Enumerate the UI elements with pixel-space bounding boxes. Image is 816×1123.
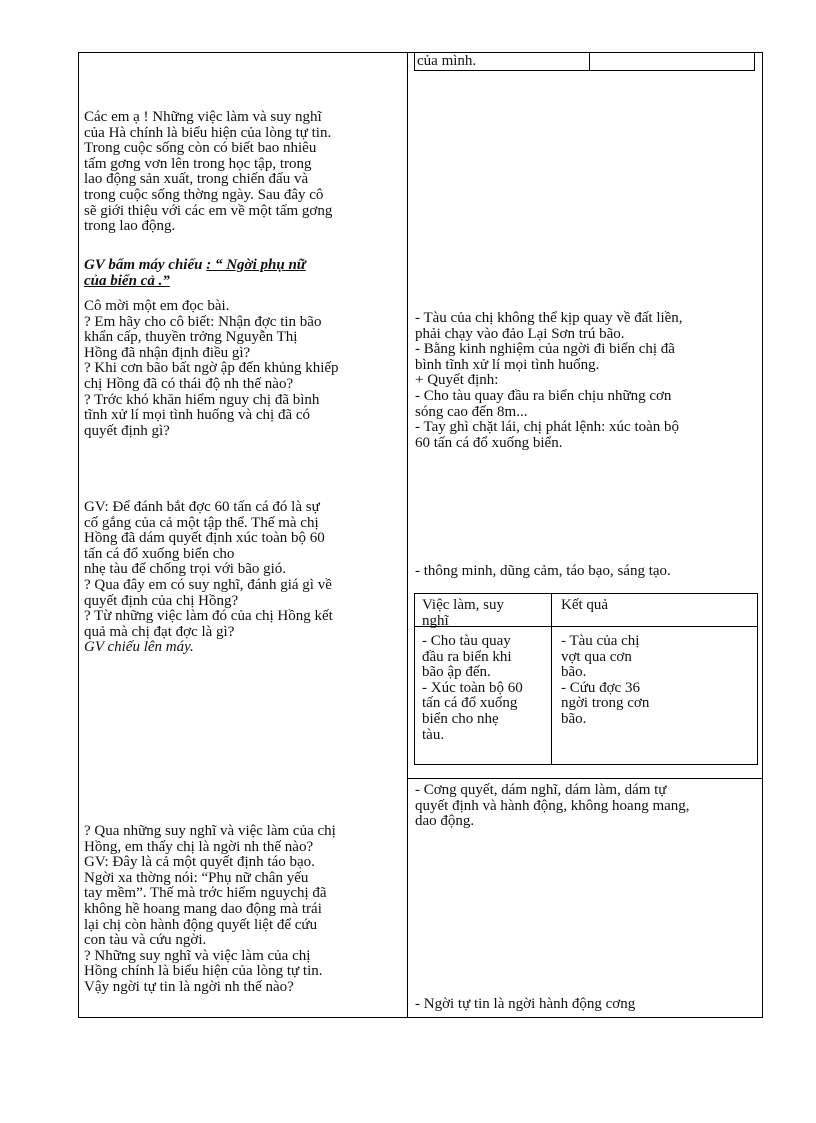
text-line: trong cuộc sống thờng ngày. Sau đây cô — [84, 186, 324, 203]
text-line: tấn cá đổ xuống biển cho — [84, 545, 235, 562]
column-divider — [407, 52, 408, 1018]
text-line: - Tay ghì chặt lái, chị phát lệnh: xúc toàn bộ — [415, 419, 680, 436]
text-line: ? Những suy nghĩ và việc làm của chị — [84, 947, 311, 964]
text-line: 60 tấn cá đổ xuống biển. — [415, 434, 563, 451]
top-table — [414, 52, 755, 71]
text-line: - Cơng quyết, dám nghĩ, dám làm, dám tự — [415, 782, 667, 798]
questions-block-2 — [84, 824, 402, 996]
text-line: dao động. — [415, 813, 475, 830]
result-table-actions-cell: - Cho tàu quay đầu ra biển khi bão ập đến. - Xúc toàn bộ 60 tấn cá đổ xuống biển cho nhẹ tàu. — [422, 633, 523, 743]
text-line: Vậy ngời tự tin là ngời nh thế nào? — [84, 978, 294, 995]
gv-heading-title-cont: của biển cả .” — [84, 272, 170, 289]
text-line: cố gắng của cả một tập thể. Thế mà chị — [84, 514, 319, 531]
text-line: lại chị còn hành động quyết liệt để cứu — [84, 916, 318, 933]
text-line: sóng cao đến 8m... — [415, 403, 528, 420]
text-line: quyết định của chị Hồng? — [84, 592, 239, 609]
answers-block-2 — [415, 783, 757, 830]
text-line: ? Em hãy cho cô biết: Nhận đợc tin bão — [84, 313, 322, 330]
text-line: ? Trớc khó khăn hiểm nguy chị đã bình — [84, 391, 320, 408]
text-line: ? Khi cơn bão bất ngờ ập đến khủng khiếp — [84, 360, 339, 377]
text-line: Hồng, em thấy chị là ngời nh thế nào? — [84, 838, 314, 855]
text-line: ? Từ những việc làm đó của chị Hồng kết — [84, 608, 333, 625]
gv-heading-prefix: GV bấm máy chiếu — [84, 257, 207, 273]
text-line: Các em ạ ! Những việc làm và suy nghĩ — [84, 109, 322, 125]
text-line: - Ngời tự tin là ngời hành động cơng — [415, 996, 636, 1012]
gv-projector-note: GV chiếu lên máy. — [84, 639, 194, 656]
answers-block-1 — [415, 311, 757, 451]
text-line: Hồng chính là biểu hiện của lòng tự tin. — [84, 963, 323, 980]
text-line: của Hà chính là biểu hiện của lòng tự tin. — [84, 124, 332, 141]
gv-comment-1 — [84, 500, 402, 656]
gv-heading-title: : “ Ngời phụ nữ — [206, 257, 306, 273]
text-line: Ngời xa thờng nói: “Phụ nữ chân yếu — [84, 869, 309, 886]
text-line: GV: Để đánh bắt đợc 60 tấn cá đó là sự — [84, 499, 320, 515]
text-line: sẽ giới thiệu với các em về một tấm gơng — [84, 202, 333, 219]
text-line: trong lao động. — [84, 218, 176, 235]
text-line: phải chạy vào đảo Lại Sơn trú bão. — [415, 325, 625, 342]
text-line: - Cho tàu quay đầu ra biển chịu những cơn — [415, 387, 672, 404]
text-line: tĩnh xử lí mọi tình huống và chị đã có — [84, 407, 311, 424]
text-line: - Tàu của chị không thể kịp quay về đất liền, — [415, 310, 683, 326]
text-line: tay mềm”. Thế mà trớc hiểm nguychị đã — [84, 885, 327, 902]
text-line: quyết định gì? — [84, 422, 170, 439]
text-line: chị Hồng đã có thái độ nh thế nào? — [84, 375, 294, 392]
text-line: tấm gơng vơn lên trong học tập, trong — [84, 155, 312, 172]
questions-block-1 — [84, 299, 402, 439]
text-line: quyết định và hành động, không hoang mang, — [415, 797, 690, 814]
text-line: Trong cuộc sống còn có biết bao nhiêu — [84, 140, 317, 157]
intro-paragraph — [84, 110, 402, 235]
text-line: lao động sản xuất, trong chiến đấu và — [84, 171, 309, 188]
text-line: quả mà chị đạt đợc là gì? — [84, 623, 235, 640]
text-line: nhẹ tàu để chống trọi với bão gió. — [84, 561, 287, 578]
text-line: ? Qua đây em có suy nghĩ, đánh giá gì về — [84, 576, 332, 593]
horizontal-rule — [408, 778, 762, 779]
result-table-results-cell: - Tàu của chị vợt qua cơn bão. - Cứu đợc 36 ngời trong cơn bão. — [561, 633, 650, 727]
text-line: Hồng đã dám quyết định xúc toàn bộ 60 — [84, 530, 325, 547]
text-line: - thông minh, dũng cảm, táo bạo, sáng tạo. — [415, 563, 671, 579]
text-line: - Bằng kinh nghiệm của ngời đi biển chị đã — [415, 341, 675, 358]
final-answer — [415, 997, 757, 1013]
result-table-header-actions: Việc làm, suy nghĩ — [422, 597, 504, 629]
result-table-header-results: Kết quả — [561, 597, 609, 613]
text-line: ? Qua những suy nghĩ và việc làm của chị — [84, 823, 336, 839]
qualities-answer — [415, 564, 757, 580]
top-table-cell: của mình. — [417, 53, 477, 69]
text-line: Hồng đã nhận định điều gì? — [84, 344, 251, 361]
text-line: bình tĩnh xử lí mọi tình huống. — [415, 356, 600, 373]
text-line: con tàu và cứu ngời. — [84, 932, 207, 949]
text-line: Cô mời một em đọc bài. — [84, 298, 230, 314]
result-table — [414, 593, 758, 765]
top-table-separator — [589, 53, 590, 70]
text-line: khẩn cấp, thuyền trởng Nguyễn Thị — [84, 329, 298, 346]
text-line: + Quyết định: — [415, 372, 499, 389]
result-table-column-divider — [551, 594, 552, 764]
gv-heading — [84, 258, 402, 289]
text-line: GV: Đây là cả một quyết định táo bạo. — [84, 854, 315, 871]
text-line: không hề hoang mang dao động mà trái — [84, 900, 322, 917]
